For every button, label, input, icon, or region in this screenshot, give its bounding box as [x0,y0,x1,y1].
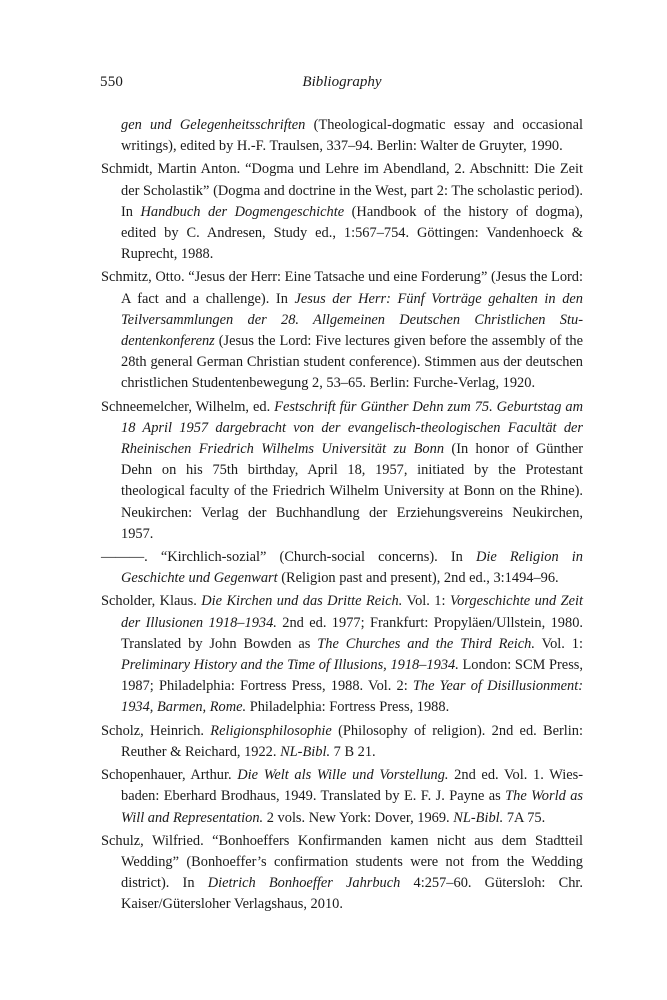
entry-text: 4:257–60. Gütersloh: Chr. Kaiser/Gütersloher Verlagshaus, 2010. [121,875,583,913]
bibliography-entries [101,115,583,918]
italic-title-text: The World as Will and Representation. [121,788,583,826]
italic-title-text: Die Kirchen und das Dritte Reich. [201,593,403,610]
italic-title-text: Handbuch der Dogmengeschichte [140,203,345,220]
bibliography-entry [101,267,583,394]
entry-text: Schmitz, Otto. “Jesus der Herr: Eine Tatsache und eine Forderung” (Jesus the Lord: A fact and a challenge). In [101,269,583,307]
running-head: Bibliography [302,74,382,90]
italic-title-text: The Year of Disillusionment: 1934, Barmen, Rome. [121,678,583,716]
entry-text: Schneemelcher, Wilhelm, ed. [101,398,275,415]
italic-title-text: Vorgeschichte und Zeit der Illusionen 1918–1934. [121,593,583,631]
italic-title-text: Die Religion in Geschichte und Gegenwart [121,549,583,587]
italic-title-text: Religionsphilosophie [210,722,332,739]
bibliography-entry [101,831,583,916]
bibliography-entry [101,397,583,545]
entry-text: London: SCM Press, 1987; Philadelphia: Fortress Press, 1988. Vol. 2: [121,657,583,695]
entry-text: Vol. 1: [402,593,450,610]
bibliography-entry [101,591,583,718]
entry-text: ———. “Kirchlich-sozial” (Church-social concerns). In [101,549,476,566]
entry-text: (Jesus the Lord: Five lectures given before the assembly of the 28th general German Christian student conference). Stimmen aus der deutschen christlichen Studentenbewegung 2, 53–65. Berlin: Furche-Verlag, 1920. [121,333,583,392]
italic-title-text: Preliminary History and the Time of Illusions, 1918–1934. [121,657,459,674]
entry-text: Vol. 1: [534,635,583,652]
italic-title-text: NL-Bibl. [280,743,331,760]
entry-text: Schmidt, Martin Anton. “Dogma und Lehre im Abendland, 2. Abschnitt: Die Zeit der Scholastik” (Dogma and doctrine in the West, part 2: The scholastic period). In [101,161,583,220]
entry-text: (Theological-dogmatic essay and occasional writings), edited by H.-F. Traulsen, 337–94. Berlin: Walter de Gruyter, 1990. [121,117,584,155]
entry-text: 2nd ed. Vol. 1. Wiesbaden: Eberhard Brodhaus, 1949. Translated by E. F. J. Payne as [121,767,583,805]
entry-text: (In honor of Günther Dehn on his 75th birthday, April 18, 1957, initiated by the Protestant theological faculty of the Friedrich Wilhelm University at Bonn on the Rhine). Neukirchen: Verlag der Buchhandlung der Erziehungsvereins Neukirchen, 1957. [121,441,584,542]
page-number: 550 [100,74,124,90]
entry-text: 7A 75. [503,809,546,826]
entry-text: 2nd ed. 1977; Frankfurt: Propyläen/Ullstein, 1980. Translated by John Bowden as [121,614,583,652]
entry-text: (Religion past and present), 2nd ed., 3:1494–96. [277,570,559,587]
entry-text: Philadelphia: Fortress Press, 1988. [246,699,450,716]
entry-text: 2 vols. New York: Dover, 1969. [263,809,454,826]
bibliography-entry [101,159,583,265]
bibliography-entry [101,115,583,157]
entry-text: 7 B 21. [330,743,376,760]
italic-title-text: Die Welt als Wille und Vorstellung. [237,767,449,784]
italic-title-text: gen und Gelegenheitsschriften [121,117,306,133]
entry-text: (Philosophy of religion). 2nd ed. Berlin: Reuther & Reichard, 1922. [121,722,583,760]
bibliography-entry [101,721,583,763]
page-header [100,74,584,98]
entry-text: Scholz, Heinrich. [101,722,211,739]
italic-title-text: Dietrich Bonhoeffer Jahrbuch [207,875,401,892]
entry-text: (Handbook of the history of dogma), edited by C. Andresen, Study ed., 1:567–754. Göttingen: Vandenhoeck & Ruprecht, 1988. [121,203,583,263]
entry-text: Scholder, Klaus. [101,593,202,610]
bibliography-entry [101,547,583,589]
italic-title-text: NL-Bibl. [453,809,504,826]
italic-title-text: Jesus der Herr: Fünf Vorträge gehalten in den Teilversammlungen der 28. Allgemeinen Deutschen Christlichen Studentenkonferenz [121,290,583,350]
italic-title-text: The Churches and the Third Reich. [317,635,535,652]
entry-text: Schulz, Wilfried. “Bonhoeffers Konfirmanden kamen nicht aus dem Stadtteil Wedding” (Bonhoeffer’s confirmation students were not from the Wedding district). In [101,832,583,892]
italic-title-text: Festschrift für Günther Dehn zum 75. Geburtstag am 18 April 1957 dargebracht von der evangelisch-theologischen Facultät der Rheinischen Friedrich Wilhelms Universität zu Bonn [121,398,584,458]
bibliography-entry [101,765,583,829]
entry-text: Schopenhauer, Arthur. [101,767,238,784]
